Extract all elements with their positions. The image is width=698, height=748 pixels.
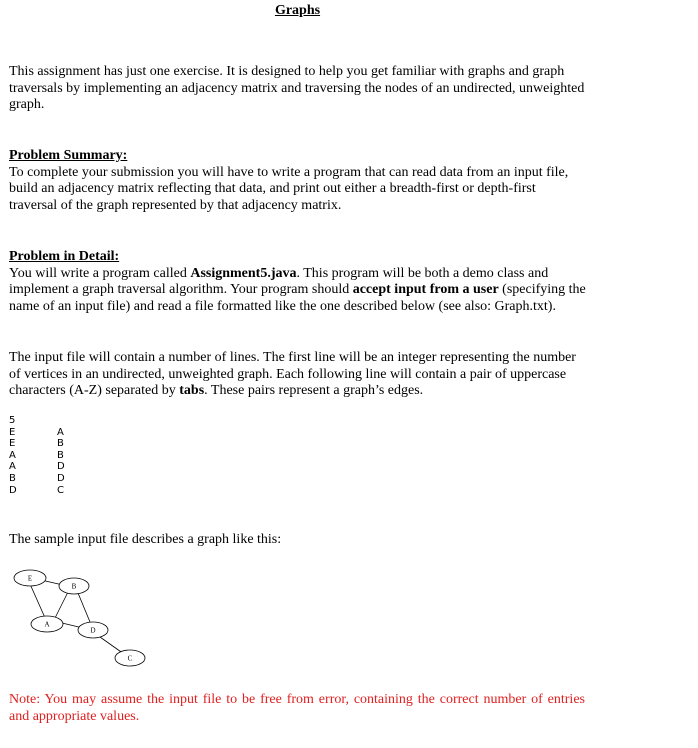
tabs-emphasis: tabs: [179, 383, 205, 398]
edge-from: B: [9, 472, 16, 484]
edge-row: [9, 473, 65, 485]
problem-detail-paragraph-2: [9, 350, 587, 400]
problem-summary-body: To complete your submission you will have to write a program that can read data from an input file, build an adjacency matrix reflecting that data, and print out either a breadth-first or depth-first traversal of the graph represented by that adjacency matrix.: [9, 164, 569, 213]
detail-text: (specifying the name of an input file) and read a file formatted like the one described below (see also: Graph.txt).: [9, 282, 586, 314]
edge-row: [9, 461, 65, 473]
problem-summary-heading: Problem Summary:: [9, 148, 128, 163]
edge-to: A: [57, 426, 64, 438]
accept-input-emphasis: accept input from a user: [352, 282, 499, 297]
note-paragraph: Note: You may assume the input file to be free from error, containing the correct number of entries and appropriate values.: [9, 692, 585, 724]
edge-from: A: [9, 449, 16, 461]
detail-text: . These pairs represent a graph’s edges.: [204, 383, 424, 398]
problem-detail-heading: Problem in Detail:: [9, 249, 120, 264]
graph-caption: The sample input file describes a graph like this:: [9, 532, 282, 547]
edge-from: E: [9, 426, 16, 438]
edge-to: B: [57, 438, 64, 450]
sample-input-file: [9, 415, 65, 496]
class-name: Assignment5.java: [190, 265, 297, 281]
intro-paragraph: This assignment has just one exercise. It is designed to help you get familiar with graphs and graph traversals by implementing an adjacency matrix and traversing the nodes of an undirected, unweighted graph.: [9, 64, 585, 112]
edge-to: C: [57, 484, 64, 496]
node-label-b: B: [71, 582, 77, 591]
detail-text: The input file will contain a number of lines. The first line will be an integer representing the number of vertices in an undirected, unweighted graph. Each following line will contain a pair of uppercase characters (A-Z) separated by: [9, 350, 576, 398]
detail-text: . This program will be both a demo class and implement a graph traversal algorithm. Your program should: [9, 265, 549, 297]
detail-text: You will write a program called: [9, 265, 191, 281]
node-label-d: D: [90, 626, 96, 635]
problem-detail-section: [9, 249, 587, 315]
edge-e-a: [30, 584, 46, 620]
problem-detail-paragraph-1: [9, 266, 587, 316]
graph-diagram: [0, 560, 180, 675]
edge-from: A: [9, 461, 16, 473]
node-label-a: A: [44, 620, 50, 629]
page-title: Graphs: [274, 3, 321, 18]
edge-to: D: [57, 472, 65, 484]
edge-row: [9, 485, 65, 497]
node-label-e: E: [27, 574, 33, 583]
edge-row: [9, 438, 65, 450]
edge-to: D: [57, 461, 65, 473]
edge-to: B: [57, 449, 64, 461]
node-label-c: C: [127, 654, 133, 663]
graph-nodes: [14, 570, 145, 666]
edge-from: E: [9, 438, 16, 450]
problem-summary-section: [9, 148, 587, 214]
edge-a-b: [55, 592, 68, 618]
edge-b-d: [78, 593, 90, 622]
vertex-count: 5: [9, 415, 16, 426]
edge-from: D: [9, 484, 17, 496]
edge-row: [9, 427, 65, 439]
edge-row: [9, 450, 65, 462]
